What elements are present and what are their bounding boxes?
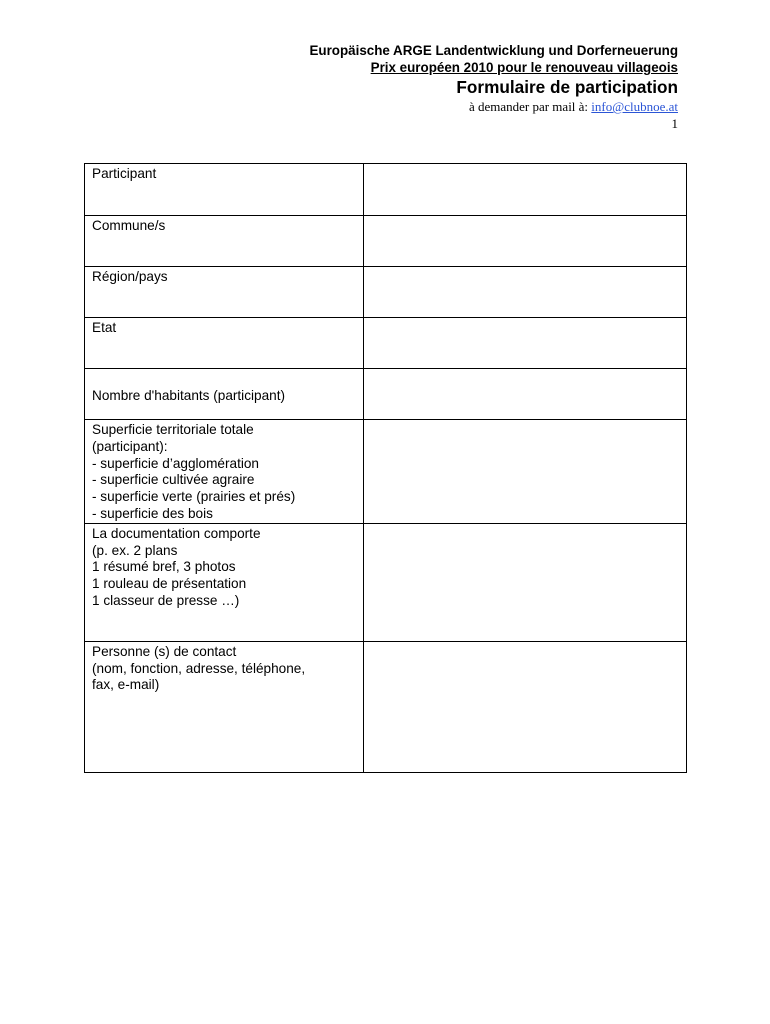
prize-title: Prix européen 2010 pour le renouveau villageois bbox=[370, 60, 678, 75]
request-line bbox=[309, 98, 678, 115]
field-value-cell[interactable] bbox=[364, 267, 687, 318]
document-header bbox=[309, 42, 678, 132]
field-label-line: Nombre d'habitants (participant) bbox=[92, 387, 286, 403]
field-label-cell bbox=[85, 420, 364, 524]
field-label-cell bbox=[85, 369, 364, 420]
field-label-cell bbox=[85, 318, 364, 369]
row-nombre-habitants bbox=[85, 369, 687, 420]
field-value-cell[interactable] bbox=[364, 369, 687, 420]
field-label-line: - superficie cultivée agraire bbox=[92, 472, 255, 488]
row-commune bbox=[85, 216, 687, 267]
field-label-line: - superficie des bois bbox=[92, 505, 213, 521]
form-title: Formulaire de participation bbox=[456, 77, 678, 97]
field-label-line: - superficie d’agglomération bbox=[92, 455, 259, 471]
field-label-line: (p. ex. 2 plans bbox=[92, 542, 178, 558]
request-text: à demander par mail à: bbox=[468, 99, 592, 114]
field-value-cell[interactable] bbox=[364, 420, 687, 524]
organization-name: Europäische ARGE Landentwicklung und Dorferneuerung bbox=[309, 43, 678, 58]
field-label-line: Etat bbox=[92, 320, 117, 335]
field-label-line: Personne (s) de contact bbox=[92, 643, 237, 659]
row-region-pays bbox=[85, 267, 687, 318]
field-label-line: La documentation comporte bbox=[92, 525, 261, 541]
field-value-cell[interactable] bbox=[364, 641, 687, 772]
field-label-line: Commune/s bbox=[92, 218, 166, 233]
field-label-line: Superficie territoriale totale bbox=[92, 422, 254, 437]
row-participant bbox=[85, 164, 687, 216]
participation-form-table bbox=[84, 163, 687, 773]
field-value-cell[interactable] bbox=[364, 523, 687, 641]
field-label-line bbox=[92, 371, 357, 388]
field-label-line: fax, e-mail) bbox=[92, 677, 160, 693]
field-label-line: 1 rouleau de présentation bbox=[92, 576, 247, 592]
field-label-line: Région/pays bbox=[92, 269, 168, 284]
field-label-line: (participant): bbox=[92, 438, 168, 454]
field-label-cell bbox=[85, 164, 364, 216]
field-label-line: - superficie verte (prairies et prés) bbox=[92, 489, 296, 505]
row-documentation bbox=[85, 523, 687, 641]
field-label-cell bbox=[85, 523, 364, 641]
row-etat bbox=[85, 318, 687, 369]
field-label-line: 1 résumé bref, 3 photos bbox=[92, 559, 236, 575]
field-label-cell bbox=[85, 267, 364, 318]
field-label-cell bbox=[85, 216, 364, 267]
field-label-line: 1 classeur de presse …) bbox=[92, 592, 240, 608]
row-superficie bbox=[85, 420, 687, 524]
field-label-line: Participant bbox=[92, 166, 157, 181]
field-label-line: (nom, fonction, adresse, téléphone, bbox=[92, 660, 306, 676]
page-number: 1 bbox=[671, 116, 678, 131]
field-value-cell[interactable] bbox=[364, 164, 687, 216]
field-value-cell[interactable] bbox=[364, 318, 687, 369]
email-link[interactable]: info@clubnoe.at bbox=[591, 99, 678, 114]
row-contact bbox=[85, 641, 687, 772]
field-value-cell[interactable] bbox=[364, 216, 687, 267]
field-label-cell bbox=[85, 641, 364, 772]
